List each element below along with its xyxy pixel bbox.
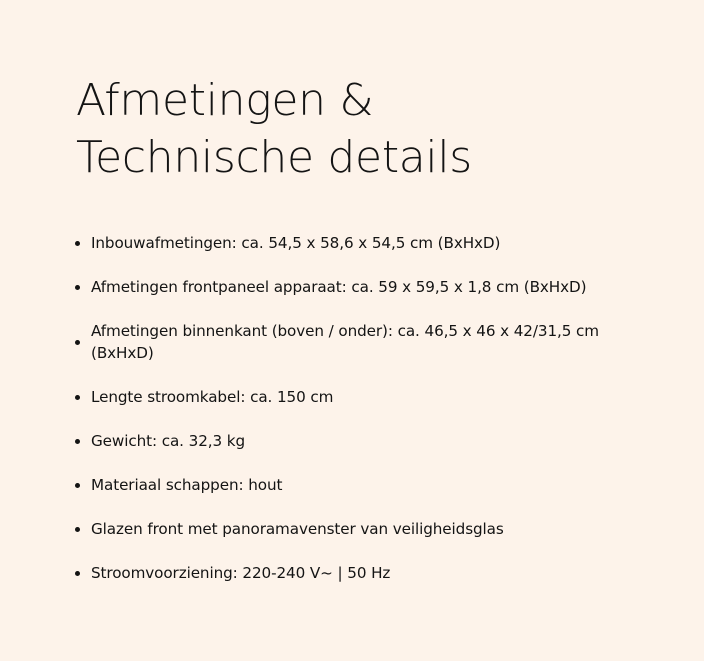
spec-text: Afmetingen binnenkant (boven / onder): ca. 46,5 x 46 x 42/31,5 cm (BxHxD) bbox=[91, 322, 599, 362]
spec-text: Afmetingen frontpaneel apparaat: ca. 59 x 59,5 x 1,8 cm (BxHxD) bbox=[91, 278, 587, 296]
spec-text: Inbouwafmetingen: ca. 54,5 x 58,6 x 54,5 cm (BxHxD) bbox=[91, 234, 501, 252]
spec-text: Gewicht: ca. 32,3 kg bbox=[91, 432, 246, 450]
spec-item-glass-front bbox=[72, 518, 642, 540]
bullet-icon bbox=[75, 571, 80, 576]
bullet-icon bbox=[75, 527, 80, 532]
bullet-icon bbox=[75, 439, 80, 444]
spec-item-weight bbox=[72, 430, 642, 452]
bullet-icon bbox=[75, 285, 80, 290]
spec-text: Lengte stroomkabel: ca. 150 cm bbox=[91, 388, 334, 406]
spec-item-interior-dimensions bbox=[72, 320, 642, 364]
spec-list bbox=[72, 232, 642, 584]
bullet-icon bbox=[75, 483, 80, 488]
spec-item-power-cable-length bbox=[72, 386, 642, 408]
heading-line-2: Technische details bbox=[76, 132, 472, 183]
bullet-icon bbox=[75, 340, 80, 345]
heading-line-1: Afmetingen & bbox=[76, 75, 374, 126]
spec-item-front-panel-dimensions bbox=[72, 276, 642, 298]
spec-item-built-in-dimensions bbox=[72, 232, 642, 254]
spec-text: Materiaal schappen: hout bbox=[91, 476, 283, 494]
spec-text: Glazen front met panoramavenster van veiligheidsglas bbox=[91, 520, 504, 538]
section-heading bbox=[76, 72, 472, 186]
bullet-icon bbox=[75, 395, 80, 400]
spec-item-shelf-material bbox=[72, 474, 642, 496]
bullet-icon bbox=[75, 241, 80, 246]
spec-text: Stroomvoorziening: 220-240 V~ | 50 Hz bbox=[91, 564, 391, 582]
spec-item-power-supply bbox=[72, 562, 642, 584]
